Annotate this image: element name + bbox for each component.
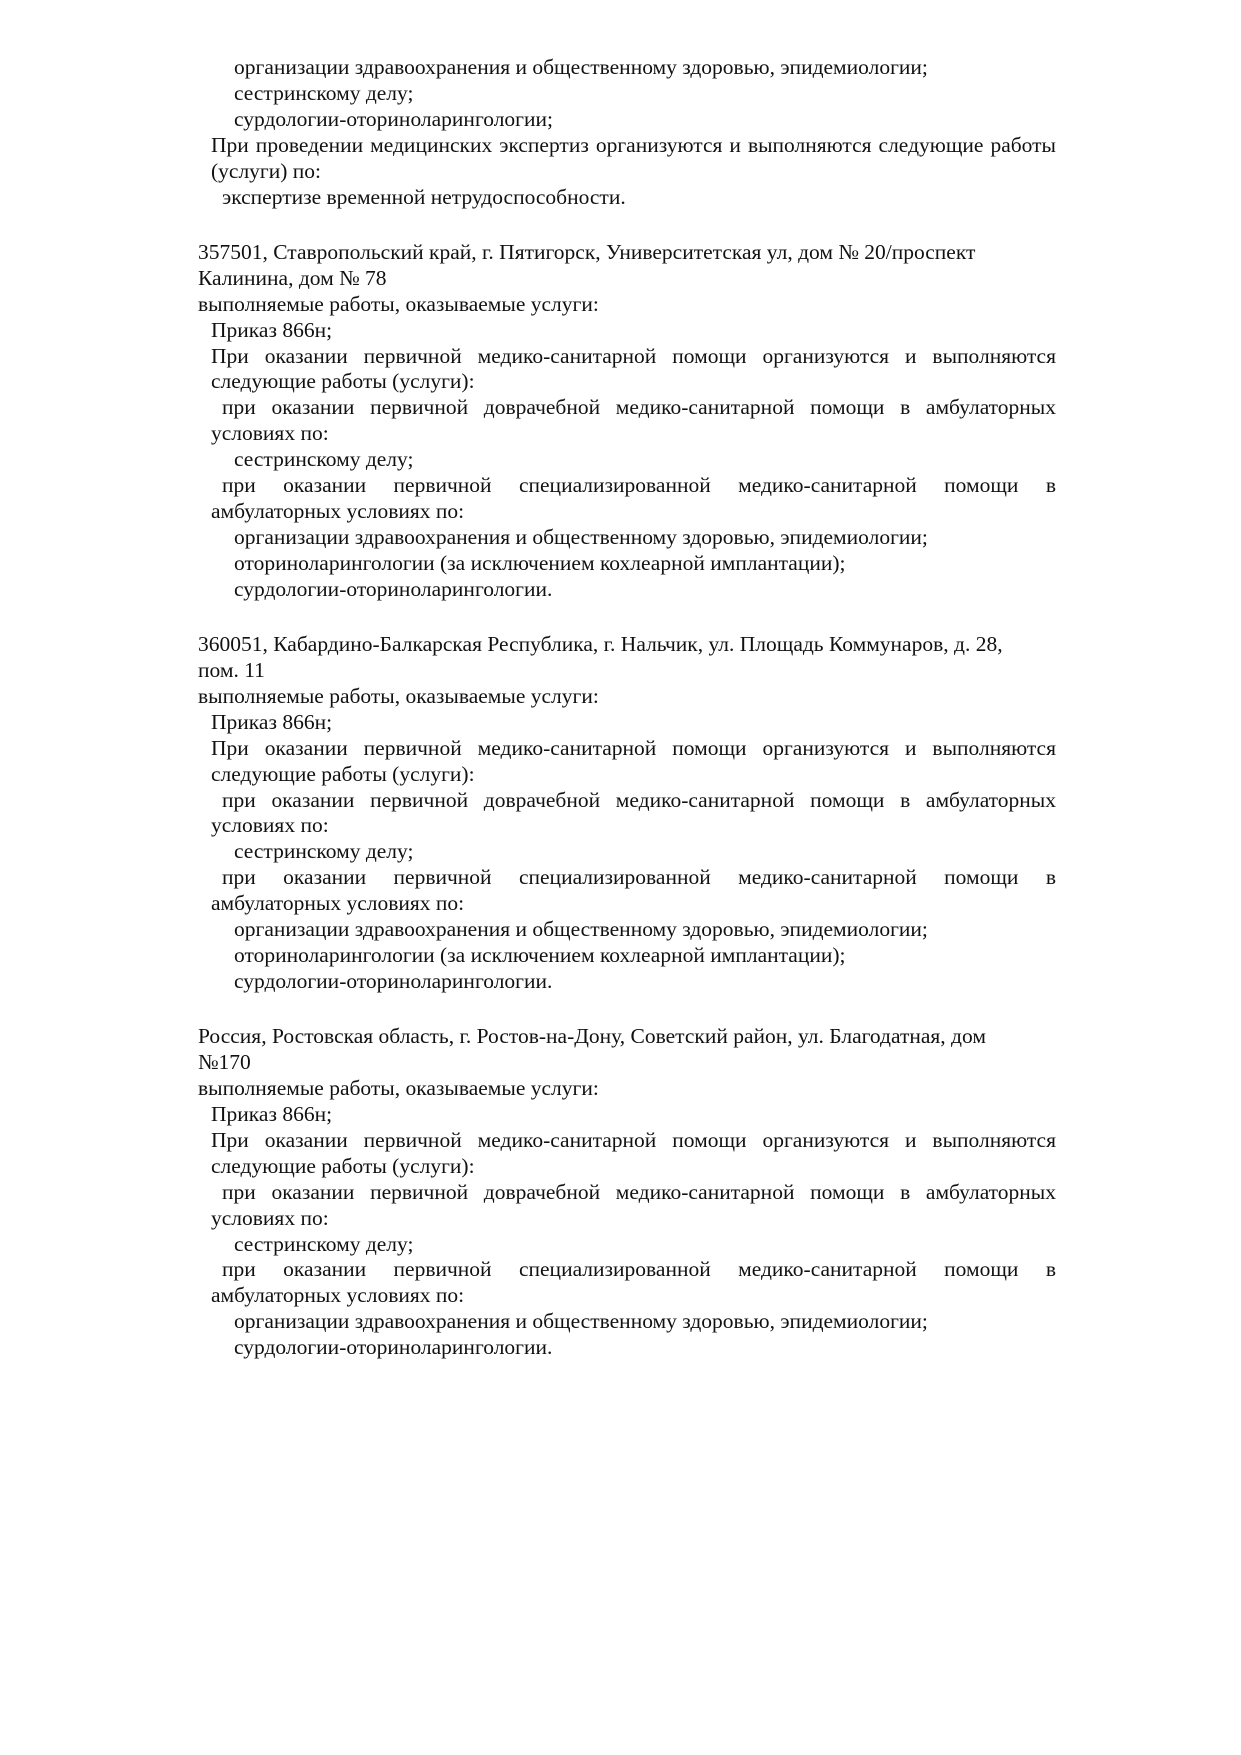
service-item: при оказании первичной специализированной медико-санитарной помощи в амбулаторных условиях по: xyxy=(211,473,1056,523)
service-item: при оказании первичной доврачебной медико-санитарной помощи в амбулаторных условиях по: xyxy=(211,1179,1056,1230)
address-line: Калинина, дом № 78 xyxy=(198,265,387,290)
section-spacer xyxy=(0,210,1056,240)
service-item: сестринскому делу; xyxy=(234,839,414,864)
service-item: оториноларингологии (за исключением кохлеарной имплантации); xyxy=(234,943,846,967)
service-item: Приказ 866н; xyxy=(211,709,333,734)
service-item: сестринскому делу; xyxy=(234,447,414,472)
section-spacer xyxy=(0,603,1056,633)
address-line: 360051, Кабардино-Балкарская Республика, г. Нальчик, ул. Площадь Коммунаров, д. 28, xyxy=(198,632,1003,657)
service-item: организации здравоохранения и общественному здоровью, эпидемиологии; xyxy=(234,1309,928,1334)
text-line: сестринскому делу; xyxy=(234,80,414,105)
address-line: №170 xyxy=(198,1050,251,1075)
service-item: при оказании первичной специализированной медико-санитарной помощи в амбулаторных условиях по: xyxy=(211,1257,1056,1308)
service-item: организации здравоохранения и общественному здоровью, эпидемиологии; xyxy=(234,917,928,942)
service-item: сурдологии-оториноларингологии. xyxy=(234,1335,553,1360)
service-item: При оказании первичной медико-санитарной помощи организуются и выполняются следующие работы (услуги): xyxy=(211,343,1056,394)
service-item: При оказании первичной медико-санитарной помощи организуются и выполняются следующие работы (услуги): xyxy=(211,735,1056,786)
service-item: при оказании первичной доврачебной медико-санитарной помощи в амбулаторных условиях по: xyxy=(211,395,1056,446)
service-item: оториноларингологии (за исключением кохлеарной имплантации); xyxy=(234,550,846,575)
service-item: при оказании первичной доврачебной медико-санитарной помощи в амбулаторных условиях по: xyxy=(211,787,1056,838)
text-line: При проведении медицинских экспертиз организуются и выполняются следующие работы (услуги) по: xyxy=(211,132,1056,183)
service-item: сестринскому делу; xyxy=(234,1231,414,1256)
address-line: пом. 11 xyxy=(198,658,265,683)
address-line: Россия, Ростовская область, г. Ростов-на-Дону, Советский район, ул. Благодатная, дом xyxy=(198,1024,986,1049)
document-page xyxy=(0,55,1241,1361)
address-line: 357501, Ставропольский край, г. Пятигорск, Университетская ул, дом № 20/проспект xyxy=(198,239,976,264)
service-item: сурдологии-оториноларингологии. xyxy=(234,968,553,993)
text-line: экспертизе временной нетрудоспособности. xyxy=(222,184,626,209)
service-item: Приказ 866н; xyxy=(211,317,333,342)
service-item: При оказании первичной медико-санитарной помощи организуются и выполняются следующие работы (услуги): xyxy=(211,1127,1056,1178)
text-line: сурдологии-оториноларингологии; xyxy=(234,106,553,131)
text-line: организации здравоохранения и общественному здоровью, эпидемиологии; xyxy=(234,55,928,79)
service-item: организации здравоохранения и общественному здоровью, эпидемиологии; xyxy=(234,524,928,549)
service-item: при оказании первичной специализированной медико-санитарной помощи в амбулаторных условиях по: xyxy=(211,865,1056,916)
service-item: Приказ 866н; xyxy=(211,1102,333,1127)
services-heading: выполняемые работы, оказываемые услуги: xyxy=(198,683,599,708)
services-heading: выполняемые работы, оказываемые услуги: xyxy=(198,291,599,316)
services-heading: выполняемые работы, оказываемые услуги: xyxy=(198,1076,599,1101)
section-spacer xyxy=(0,995,1056,1025)
service-item: сурдологии-оториноларингологии. xyxy=(234,576,553,601)
